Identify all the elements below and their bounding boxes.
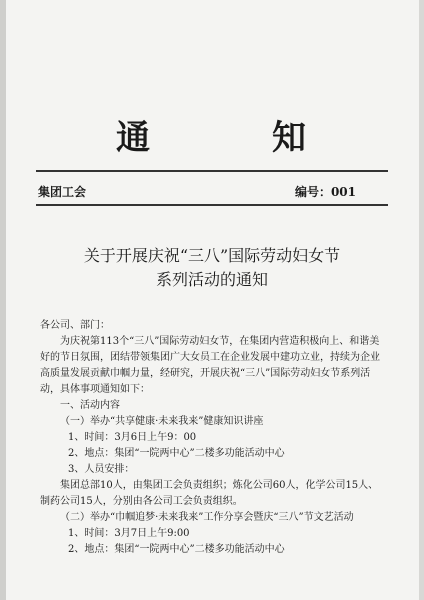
scan-edge-right <box>419 0 424 600</box>
activity-1-title: （一）举办“共享健康·未来我来”健康知识讲座 <box>60 416 264 427</box>
activity-2-place: 2、地点：集团“一院两中心”二楼多功能活动中心 <box>68 544 285 555</box>
header-rule-top <box>36 170 388 172</box>
activity-1-time: 1、时间：3月6日上午9：00 <box>68 432 197 443</box>
title-char-2: 知 <box>272 118 308 158</box>
intro-paragraph: 为庆祝第113个“三八”国际劳动妇女节，在集团内营造积极向上、和谐美好的节日氛围，团结带领集团广大女员工在企业发展中建功立业，持续为企业高质量发展贡献巾帼力量，经研究，开展庆祝“三八”国际劳动妇女节系列活动，具体事项通知如下： <box>40 336 380 395</box>
salutation: 各公司、部门： <box>40 320 110 331</box>
activity-2-time: 1、时间：3月7日上午9:00 <box>68 528 190 539</box>
notice-heading <box>60 244 364 292</box>
notice-body <box>40 318 382 558</box>
issuer: 集团工会 <box>38 185 87 199</box>
doc-number: 编号：001 <box>294 185 356 199</box>
section-heading: 一、活动内容 <box>60 400 120 411</box>
activity-1-place: 2、地点：集团“一院两中心”二楼多功能活动中心 <box>68 448 285 459</box>
notice-heading-line-2: 系列活动的通知 <box>155 270 268 289</box>
scan-edge-left <box>0 0 6 600</box>
notice-heading-line-1: 关于开展庆祝“三八”国际劳动妇女节 <box>83 246 341 265</box>
activity-1-people: 3、人员安排： <box>68 464 135 475</box>
title-char-1: 通 <box>116 118 152 158</box>
header-row <box>38 183 356 200</box>
document-title <box>0 110 424 159</box>
activity-1-people-detail: 集团总部10人，由集团工会负责组织；炼化公司60人，化学公司15人、制药公司15人，分别由各公司工会负责组织。 <box>40 480 379 507</box>
header-rule-bottom <box>36 204 388 206</box>
activity-2-title: （二）举办“巾帼追梦·未来我来”工作分享会暨庆“三八”节文艺活动 <box>60 512 354 523</box>
